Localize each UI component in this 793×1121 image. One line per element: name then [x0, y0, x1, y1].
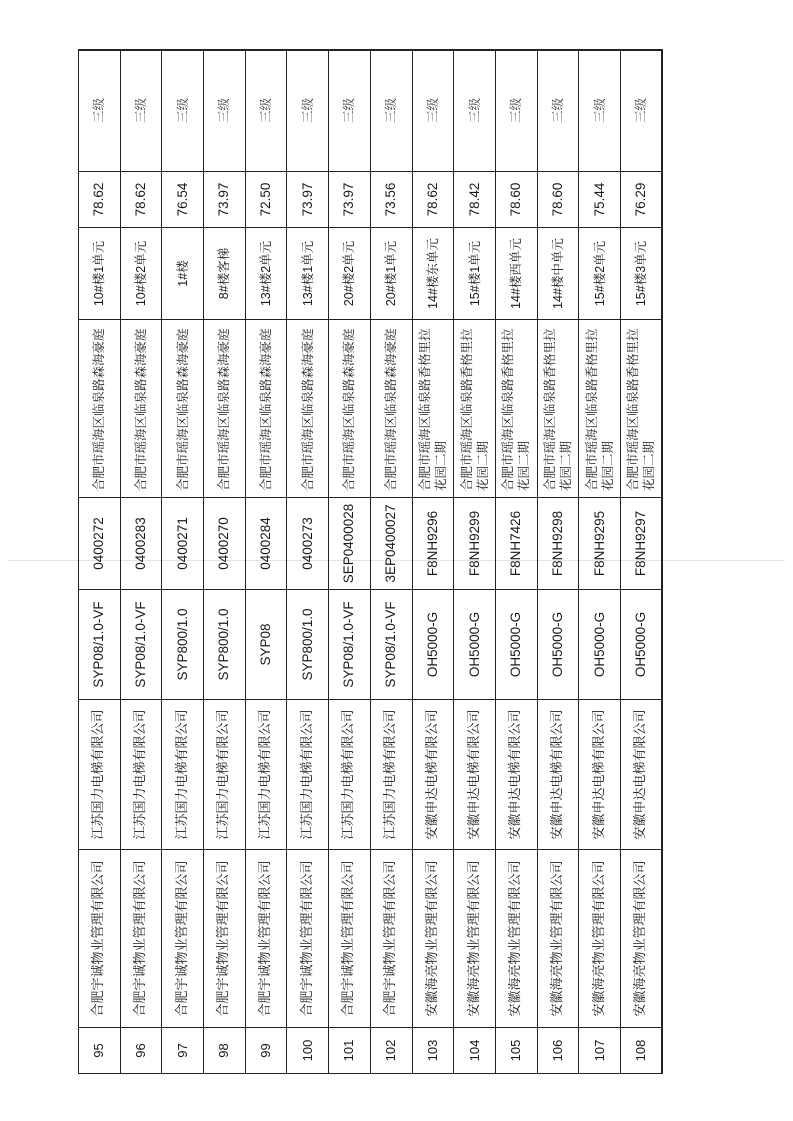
model-cell: SYP08	[245, 590, 287, 700]
grade-cell: 三级	[579, 50, 621, 172]
model-cell: OH5000-G	[495, 590, 537, 700]
score-cell: 78.62	[79, 172, 121, 228]
row-number: 95	[79, 1028, 121, 1074]
equipment-code-cell: 0400271	[162, 498, 204, 590]
table-row	[120, 50, 162, 1074]
equipment-code-cell: SEP0400028	[329, 498, 371, 590]
table-row	[579, 50, 621, 1074]
manufacturer-cell: 安徽申达电梯有限公司	[579, 700, 621, 850]
grade-cell: 三级	[537, 50, 579, 172]
grade-cell: 三级	[370, 50, 412, 172]
table-row	[204, 50, 246, 1074]
table-row	[79, 50, 121, 1074]
manufacturer-cell: 安徽申达电梯有限公司	[495, 700, 537, 850]
row-number: 107	[579, 1028, 621, 1074]
score-cell: 73.97	[204, 172, 246, 228]
unit-cell: 1#楼	[162, 228, 204, 320]
score-cell: 75.44	[579, 172, 621, 228]
score-cell: 73.97	[287, 172, 329, 228]
address-cell: 合肥市瑶海区临泉路森海豪庭	[287, 320, 329, 498]
score-cell: 78.62	[412, 172, 454, 228]
equipment-code-cell: F8NH9298	[537, 498, 579, 590]
unit-cell: 10#楼1单元	[79, 228, 121, 320]
address-cell: 合肥市瑶海区临泉路森海豪庭	[204, 320, 246, 498]
table-row	[287, 50, 329, 1074]
unit-cell: 15#楼1单元	[454, 228, 496, 320]
row-number: 96	[120, 1028, 162, 1074]
score-cell: 76.29	[620, 172, 662, 228]
model-cell: OH5000-G	[454, 590, 496, 700]
unit-cell: 20#楼1单元	[370, 228, 412, 320]
address-cell: 合肥市瑶海区临泉路森海豪庭	[162, 320, 204, 498]
table-row	[495, 50, 537, 1074]
model-cell: OH5000-G	[537, 590, 579, 700]
unit-cell: 8#楼客梯	[204, 228, 246, 320]
model-cell: SYP08/1.0-VF	[120, 590, 162, 700]
model-cell: OH5000-G	[412, 590, 454, 700]
property-company-cell: 安徽海亮物业管理有限公司	[495, 850, 537, 1028]
table-row	[329, 50, 371, 1074]
row-number: 100	[287, 1028, 329, 1074]
property-company-cell: 安徽海亮物业管理有限公司	[454, 850, 496, 1028]
row-number: 97	[162, 1028, 204, 1074]
score-cell: 72.50	[245, 172, 287, 228]
equipment-code-cell: 0400272	[79, 498, 121, 590]
address-cell: 合肥市瑶海区临泉路香格里拉花园二期	[579, 320, 621, 498]
manufacturer-cell: 江苏国力电梯有限公司	[120, 700, 162, 850]
model-cell: SYP08/1.0-VF	[79, 590, 121, 700]
property-company-cell: 合肥宇诚物业管理有限公司	[370, 850, 412, 1028]
score-cell: 78.60	[495, 172, 537, 228]
manufacturer-cell: 江苏国力电梯有限公司	[162, 700, 204, 850]
property-company-cell: 合肥宇诚物业管理有限公司	[79, 850, 121, 1028]
unit-cell: 20#楼2单元	[329, 228, 371, 320]
address-cell: 合肥市瑶海区临泉路森海豪庭	[370, 320, 412, 498]
table-row	[412, 50, 454, 1074]
address-cell: 合肥市瑶海区临泉路森海豪庭	[79, 320, 121, 498]
manufacturer-cell: 江苏国力电梯有限公司	[79, 700, 121, 850]
model-cell: SYP800/1.0	[287, 590, 329, 700]
row-number: 102	[370, 1028, 412, 1074]
unit-cell: 13#楼2单元	[245, 228, 287, 320]
model-cell: SYP08/1.0-VF	[329, 590, 371, 700]
manufacturer-cell: 江苏国力电梯有限公司	[204, 700, 246, 850]
table-body	[79, 50, 663, 1074]
model-cell: OH5000-G	[579, 590, 621, 700]
grade-cell: 三级	[454, 50, 496, 172]
grade-cell: 三级	[204, 50, 246, 172]
row-number: 106	[537, 1028, 579, 1074]
table-row	[245, 50, 287, 1074]
property-company-cell: 安徽海亮物业管理有限公司	[620, 850, 662, 1028]
row-number: 98	[204, 1028, 246, 1074]
address-cell: 合肥市瑶海区临泉路香格里拉花园二期	[495, 320, 537, 498]
property-company-cell: 合肥宇诚物业管理有限公司	[329, 850, 371, 1028]
property-company-cell: 安徽海亮物业管理有限公司	[412, 850, 454, 1028]
manufacturer-cell: 安徽申达电梯有限公司	[412, 700, 454, 850]
grade-cell: 三级	[495, 50, 537, 172]
manufacturer-cell: 安徽申达电梯有限公司	[620, 700, 662, 850]
property-company-cell: 合肥宇诚物业管理有限公司	[162, 850, 204, 1028]
model-cell: SYP08/1.0-VF	[370, 590, 412, 700]
rotated-table-container	[78, 50, 662, 1074]
model-cell: SYP800/1.0	[204, 590, 246, 700]
score-cell: 78.42	[454, 172, 496, 228]
address-cell: 合肥市瑶海区临泉路香格里拉花园二期	[620, 320, 662, 498]
equipment-code-cell: F8NH9297	[620, 498, 662, 590]
row-number: 101	[329, 1028, 371, 1074]
property-company-cell: 合肥宇诚物业管理有限公司	[204, 850, 246, 1028]
row-number: 108	[620, 1028, 662, 1074]
equipment-code-cell: 0400273	[287, 498, 329, 590]
grade-cell: 三级	[412, 50, 454, 172]
model-cell: OH5000-G	[620, 590, 662, 700]
manufacturer-cell: 江苏国力电梯有限公司	[287, 700, 329, 850]
property-company-cell: 合肥宇诚物业管理有限公司	[287, 850, 329, 1028]
address-cell: 合肥市瑶海区临泉路森海豪庭	[120, 320, 162, 498]
elevator-rating-table	[78, 49, 663, 1074]
manufacturer-cell: 安徽申达电梯有限公司	[537, 700, 579, 850]
equipment-code-cell: F8NH9296	[412, 498, 454, 590]
manufacturer-cell: 江苏国力电梯有限公司	[329, 700, 371, 850]
grade-cell: 三级	[287, 50, 329, 172]
manufacturer-cell: 江苏国力电梯有限公司	[245, 700, 287, 850]
property-company-cell: 安徽海亮物业管理有限公司	[579, 850, 621, 1028]
grade-cell: 三级	[162, 50, 204, 172]
equipment-code-cell: 0400270	[204, 498, 246, 590]
equipment-code-cell: 0400284	[245, 498, 287, 590]
property-company-cell: 合肥宇诚物业管理有限公司	[245, 850, 287, 1028]
equipment-code-cell: F8NH9295	[579, 498, 621, 590]
model-cell: SYP800/1.0	[162, 590, 204, 700]
score-cell: 73.56	[370, 172, 412, 228]
grade-cell: 三级	[329, 50, 371, 172]
score-cell: 76.54	[162, 172, 204, 228]
unit-cell: 13#楼1单元	[287, 228, 329, 320]
score-cell: 73.97	[329, 172, 371, 228]
grade-cell: 三级	[620, 50, 662, 172]
address-cell: 合肥市瑶海区临泉路森海豪庭	[329, 320, 371, 498]
unit-cell: 15#楼3单元	[620, 228, 662, 320]
unit-cell: 10#楼2单元	[120, 228, 162, 320]
grade-cell: 三级	[79, 50, 121, 172]
table-row	[537, 50, 579, 1074]
table-row	[620, 50, 662, 1074]
manufacturer-cell: 安徽申达电梯有限公司	[454, 700, 496, 850]
table-row	[454, 50, 496, 1074]
address-cell: 合肥市瑶海区临泉路香格里拉花园二期	[537, 320, 579, 498]
manufacturer-cell: 江苏国力电梯有限公司	[370, 700, 412, 850]
unit-cell: 14#楼西单元	[495, 228, 537, 320]
property-company-cell: 合肥宇诚物业管理有限公司	[120, 850, 162, 1028]
unit-cell: 14#楼中单元	[537, 228, 579, 320]
score-cell: 78.62	[120, 172, 162, 228]
equipment-code-cell: F8NH7426	[495, 498, 537, 590]
row-number: 99	[245, 1028, 287, 1074]
row-number: 104	[454, 1028, 496, 1074]
property-company-cell: 安徽海亮物业管理有限公司	[537, 850, 579, 1028]
score-cell: 78.60	[537, 172, 579, 228]
row-number: 103	[412, 1028, 454, 1074]
address-cell: 合肥市瑶海区临泉路香格里拉花园二期	[412, 320, 454, 498]
table-row	[370, 50, 412, 1074]
unit-cell: 14#楼东单元	[412, 228, 454, 320]
address-cell: 合肥市瑶海区临泉路香格里拉花园二期	[454, 320, 496, 498]
unit-cell: 15#楼2单元	[579, 228, 621, 320]
equipment-code-cell: F8NH9299	[454, 498, 496, 590]
equipment-code-cell: 0400283	[120, 498, 162, 590]
table-row	[162, 50, 204, 1074]
grade-cell: 三级	[120, 50, 162, 172]
grade-cell: 三级	[245, 50, 287, 172]
address-cell: 合肥市瑶海区临泉路森海豪庭	[245, 320, 287, 498]
row-number: 105	[495, 1028, 537, 1074]
equipment-code-cell: 3EP0400027	[370, 498, 412, 590]
